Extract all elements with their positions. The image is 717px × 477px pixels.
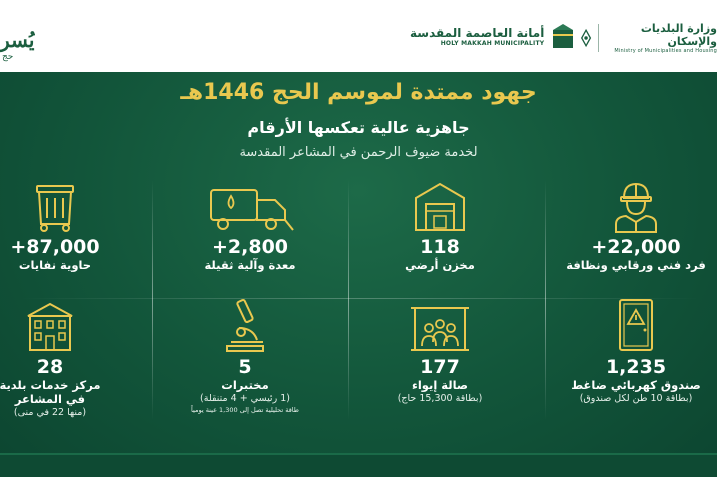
stat-label: مختبرات — [221, 378, 269, 392]
stat-label: مركز خدمات بلدية — [0, 378, 101, 392]
hajj-logo-word: يُسر — [0, 28, 35, 52]
stat-note: (منها 22 في منى) — [13, 407, 87, 418]
municipality-name-en: HOLY MAKKAH MUNICIPALITY — [440, 39, 545, 47]
hajj-logo-subword: حج — [2, 52, 14, 62]
ministry-emblem-icon — [580, 28, 592, 48]
page-subtitle-secondary: لخدمة ضيوف الرحمن في المشاعر المقدسة — [239, 145, 478, 160]
stat-label: حاوية نفايات — [18, 258, 92, 272]
stat-note: (بطاقة 15,300 حاج) — [397, 393, 483, 404]
worker-icon — [608, 176, 664, 234]
stat-value: +87,000 — [10, 236, 100, 258]
header-bar — [0, 0, 717, 72]
stat-electric-boxes — [536, 296, 717, 405]
stat-label: مخزن أرضي — [405, 258, 475, 272]
ministry-name-en: Ministry of Municipalities and Housing — [614, 48, 717, 54]
stat-laboratories — [145, 296, 345, 415]
stat-value: 5 — [238, 356, 252, 378]
truck-icon — [205, 176, 295, 234]
stat-value: +2,800 — [211, 236, 289, 258]
electric-box-icon — [608, 296, 664, 354]
hajj-campaign-logo — [0, 28, 34, 62]
stat-value: +22,000 — [591, 236, 681, 258]
microscope-icon — [217, 296, 273, 354]
stat-heavy-equipment — [150, 176, 350, 272]
footer-bar — [0, 453, 717, 477]
stat-note-detail: طاقة تحليلية تصل إلى 1,300 عينة يومياً — [191, 406, 299, 414]
municipality-logo — [410, 22, 576, 50]
stat-label: صندوق كهربائي ضاغط — [571, 378, 701, 392]
stat-warehouses — [340, 176, 540, 272]
stat-service-centers — [0, 296, 150, 419]
page-subtitle: جاهزية عالية تعكسها الأرقام — [247, 118, 470, 137]
stat-shelter-halls — [340, 296, 540, 405]
ministry-name-ar: وزارة البلديات والإسكان — [640, 22, 717, 48]
kaaba-emblem-icon — [550, 22, 576, 50]
stat-value: 118 — [420, 236, 460, 258]
shelter-hall-icon — [407, 296, 473, 354]
stat-label: فرد فني ورقابي ونظافة — [566, 258, 706, 272]
stat-value: 1,235 — [605, 356, 667, 378]
stat-value: 28 — [36, 356, 64, 378]
service-center-icon — [22, 296, 78, 354]
stat-label: معدة وآلية ثقيلة — [204, 258, 296, 272]
stat-note: (بطاقة 10 طن لكل صندوق) — [579, 393, 693, 404]
waste-bin-icon — [27, 176, 83, 234]
stat-value: 177 — [420, 356, 460, 378]
ministry-logo-text — [605, 22, 717, 54]
municipality-logo-text — [410, 26, 544, 47]
logo-separator — [598, 24, 599, 52]
warehouse-icon — [412, 176, 468, 234]
stat-waste-bins — [0, 176, 155, 272]
municipality-name-ar: أمانة العاصمة المقدسة — [410, 25, 545, 40]
stat-label: صالة إيواء — [411, 378, 469, 392]
stat-label-line2: في المشاعر — [14, 392, 86, 406]
page-title: جهود ممتدة لموسم الحج 1446هـ — [180, 80, 537, 105]
stat-workers — [536, 176, 717, 272]
ministry-logo — [580, 22, 717, 54]
stat-note: (1 رئيسي + 4 متنقلة) — [200, 393, 290, 404]
